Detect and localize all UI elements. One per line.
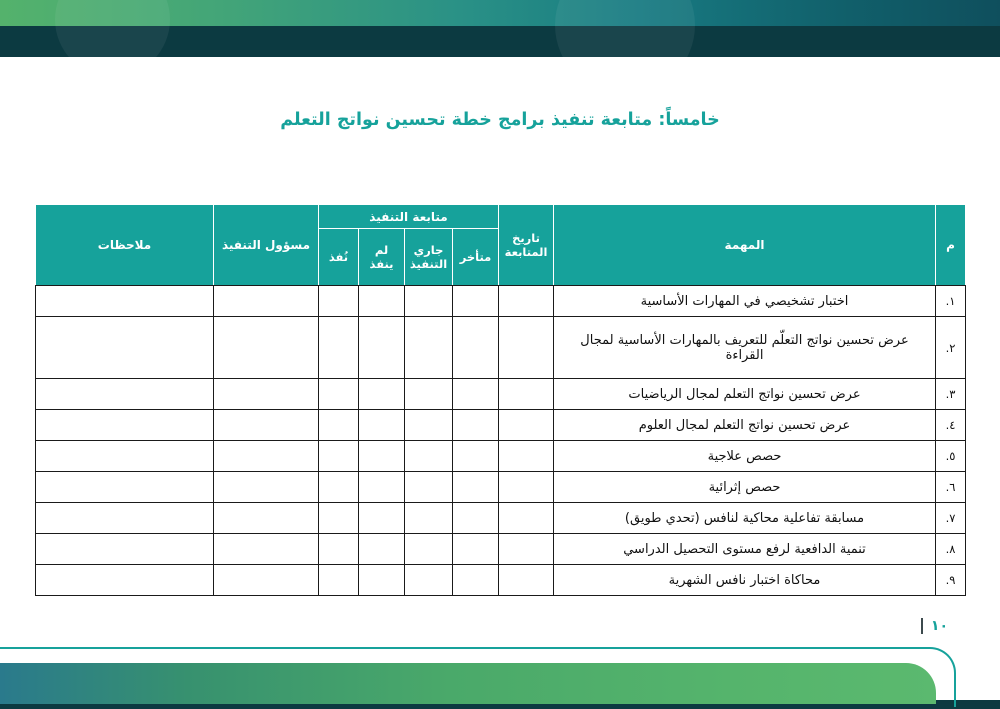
decor-circle bbox=[55, 0, 170, 57]
follow-date-cell bbox=[499, 565, 554, 596]
responsible-cell bbox=[214, 317, 319, 379]
col-header-responsible: مسؤول التنفيذ bbox=[214, 205, 319, 286]
not-executed-cell bbox=[359, 286, 405, 317]
col-header-number: م bbox=[936, 205, 966, 286]
follow-date-cell bbox=[499, 472, 554, 503]
notes-cell bbox=[36, 565, 214, 596]
row-number: ٧. bbox=[936, 503, 966, 534]
responsible-cell bbox=[214, 286, 319, 317]
not-executed-cell bbox=[359, 379, 405, 410]
not-executed-cell bbox=[359, 317, 405, 379]
page-title: خامساً: متابعة تنفيذ برامج خطة تحسين نواتج التعلم bbox=[280, 110, 720, 130]
page-number-value: ١٠ bbox=[930, 618, 948, 634]
not-executed-cell bbox=[359, 472, 405, 503]
follow-date-cell bbox=[499, 317, 554, 379]
row-number: ٥. bbox=[936, 441, 966, 472]
in-progress-cell bbox=[405, 286, 453, 317]
in-progress-cell bbox=[405, 472, 453, 503]
follow-date-cell bbox=[499, 503, 554, 534]
responsible-cell bbox=[214, 472, 319, 503]
in-progress-cell bbox=[405, 410, 453, 441]
follow-date-cell bbox=[499, 379, 554, 410]
executed-cell bbox=[319, 472, 359, 503]
executed-cell bbox=[319, 503, 359, 534]
notes-cell bbox=[36, 410, 214, 441]
late-cell bbox=[453, 286, 499, 317]
notes-cell bbox=[36, 472, 214, 503]
task-cell: عرض تحسين نواتج التعلّم للتعريف بالمهارات الأساسية لمجال القراءة bbox=[554, 317, 936, 379]
executed-cell bbox=[319, 410, 359, 441]
table-row bbox=[36, 565, 966, 596]
in-progress-cell bbox=[405, 534, 453, 565]
bottom-border-line bbox=[0, 647, 956, 707]
not-executed-cell bbox=[359, 503, 405, 534]
responsible-cell bbox=[214, 534, 319, 565]
in-progress-cell bbox=[405, 441, 453, 472]
late-cell bbox=[453, 534, 499, 565]
responsible-cell bbox=[214, 410, 319, 441]
notes-cell bbox=[36, 286, 214, 317]
responsible-cell bbox=[214, 379, 319, 410]
task-cell: حصص علاجية bbox=[554, 441, 936, 472]
not-executed-cell bbox=[359, 441, 405, 472]
late-cell bbox=[453, 410, 499, 441]
col-header-not-executed: لم ينفذ bbox=[359, 229, 405, 286]
late-cell bbox=[453, 441, 499, 472]
in-progress-cell bbox=[405, 565, 453, 596]
row-number: ١. bbox=[936, 286, 966, 317]
page-number bbox=[921, 616, 948, 636]
row-number: ٨. bbox=[936, 534, 966, 565]
task-cell: اختبار تشخيصي في المهارات الأساسية bbox=[554, 286, 936, 317]
executed-cell bbox=[319, 565, 359, 596]
executed-cell bbox=[319, 534, 359, 565]
task-cell: عرض تحسين نواتج التعلم لمجال العلوم bbox=[554, 410, 936, 441]
table-row bbox=[36, 441, 966, 472]
table-row bbox=[36, 472, 966, 503]
late-cell bbox=[453, 379, 499, 410]
table-row bbox=[36, 379, 966, 410]
row-number: ٩. bbox=[936, 565, 966, 596]
notes-cell bbox=[36, 503, 214, 534]
follow-date-cell bbox=[499, 286, 554, 317]
col-header-follow-date: تاريخ المتابعة bbox=[499, 205, 554, 286]
table-row bbox=[36, 317, 966, 379]
task-cell: محاكاة اختبار نافس الشهرية bbox=[554, 565, 936, 596]
not-executed-cell bbox=[359, 410, 405, 441]
top-banner bbox=[0, 0, 1000, 57]
col-header-in-progress: جاري التنفيذ bbox=[405, 229, 453, 286]
row-number: ٤. bbox=[936, 410, 966, 441]
notes-cell bbox=[36, 441, 214, 472]
late-cell bbox=[453, 503, 499, 534]
col-header-late: متأخر bbox=[453, 229, 499, 286]
col-header-notes: ملاحظات bbox=[36, 205, 214, 286]
in-progress-cell bbox=[405, 379, 453, 410]
task-cell: تنمية الدافعية لرفع مستوى التحصيل الدراسي bbox=[554, 534, 936, 565]
notes-cell bbox=[36, 379, 214, 410]
task-cell: عرض تحسين نواتج التعلم لمجال الرياضيات bbox=[554, 379, 936, 410]
not-executed-cell bbox=[359, 534, 405, 565]
col-header-follow-group: متابعة التنفيذ bbox=[319, 205, 499, 229]
executed-cell bbox=[319, 317, 359, 379]
late-cell bbox=[453, 472, 499, 503]
table-row bbox=[36, 503, 966, 534]
task-cell: مسابقة تفاعلية محاكية لنافس (تحدي طويق) bbox=[554, 503, 936, 534]
executed-cell bbox=[319, 441, 359, 472]
executed-cell bbox=[319, 379, 359, 410]
executed-cell bbox=[319, 286, 359, 317]
table-row bbox=[36, 286, 966, 317]
in-progress-cell bbox=[405, 503, 453, 534]
decor-circle bbox=[555, 0, 695, 57]
follow-date-cell bbox=[499, 534, 554, 565]
follow-up-table bbox=[35, 204, 966, 596]
responsible-cell bbox=[214, 503, 319, 534]
notes-cell bbox=[36, 534, 214, 565]
not-executed-cell bbox=[359, 565, 405, 596]
table-row bbox=[36, 410, 966, 441]
row-number: ٦. bbox=[936, 472, 966, 503]
table-row bbox=[36, 534, 966, 565]
col-header-task: المهمة bbox=[554, 205, 936, 286]
follow-date-cell bbox=[499, 410, 554, 441]
col-header-executed: نُفذ bbox=[319, 229, 359, 286]
late-cell bbox=[453, 565, 499, 596]
task-cell: حصص إثرائية bbox=[554, 472, 936, 503]
in-progress-cell bbox=[405, 317, 453, 379]
responsible-cell bbox=[214, 441, 319, 472]
late-cell bbox=[453, 317, 499, 379]
notes-cell bbox=[36, 317, 214, 379]
row-number: ٣. bbox=[936, 379, 966, 410]
follow-date-cell bbox=[499, 441, 554, 472]
row-number: ٢. bbox=[936, 317, 966, 379]
responsible-cell bbox=[214, 565, 319, 596]
page-number-divider bbox=[921, 618, 923, 634]
